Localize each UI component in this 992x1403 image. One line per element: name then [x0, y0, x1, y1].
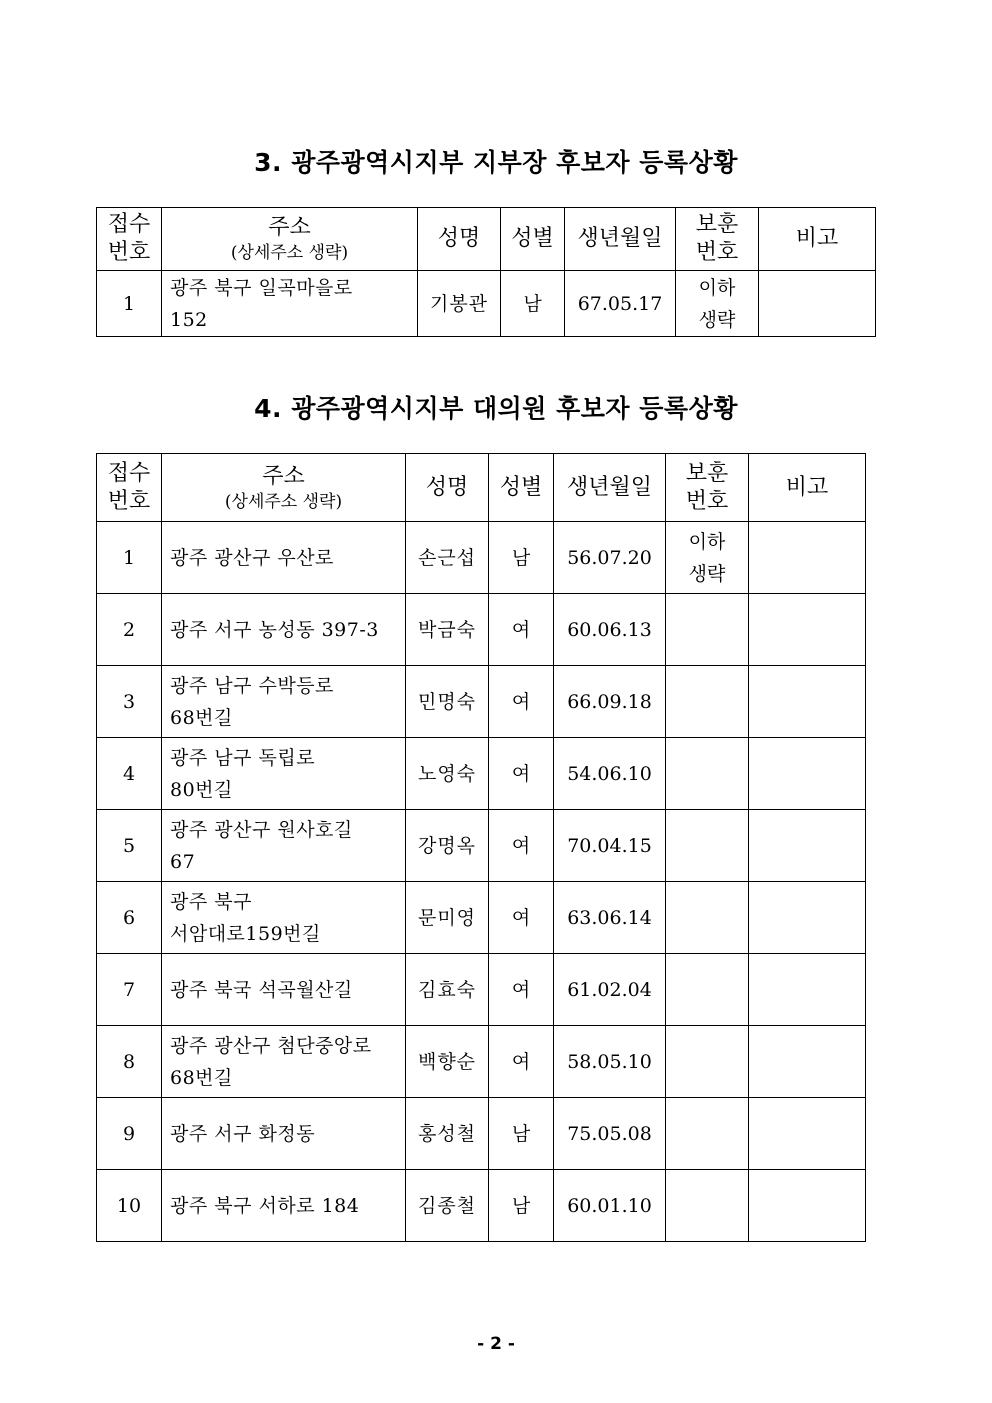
cell-gender-text: 여: [511, 762, 531, 785]
cell-receipt-no: [97, 738, 162, 810]
cell-name: [406, 1170, 489, 1242]
cell-receipt-no: [97, 1026, 162, 1098]
col-header-gender: 성별: [489, 454, 554, 522]
cell-medal-no-text: 이하: [698, 276, 736, 299]
col-header-remark: 비고: [759, 208, 876, 271]
header-row: [97, 454, 866, 522]
cell-name-text: 노영숙: [417, 762, 477, 785]
cell-gender: [489, 594, 554, 666]
cell-medal-no: [666, 522, 749, 594]
cell-name: [406, 882, 489, 954]
cell-receipt-no-text: 5: [122, 834, 136, 857]
cell-medal-no: [666, 738, 749, 810]
cell-name-text: 문미영: [417, 906, 477, 929]
cell-address: [162, 271, 418, 337]
cell-remark: [749, 1026, 866, 1098]
cell-receipt-no-text: 7: [122, 978, 136, 1001]
cell-address-text: 광주 광산구 원사호길: [170, 818, 353, 841]
cell-receipt-no-text: 2: [122, 618, 136, 641]
cell-name-text: 강명옥: [417, 834, 477, 857]
cell-medal-no: [666, 810, 749, 882]
cell-birth-date: [554, 1170, 666, 1242]
cell-receipt-no: [97, 594, 162, 666]
col-header-medal-no: 보훈 번호: [666, 454, 749, 522]
cell-address-text: 152: [170, 308, 208, 331]
cell-name: [418, 271, 501, 337]
cell-address-text: 광주 북국 석곡월산길: [170, 978, 353, 1001]
cell-birth-date-text: 61.02.04: [567, 978, 652, 1001]
cell-receipt-no: [97, 1098, 162, 1170]
cell-name: [406, 1098, 489, 1170]
cell-name-text: 김종철: [417, 1194, 477, 1217]
cell-address-text: 80번길: [170, 778, 233, 801]
cell-receipt-no-text: 6: [122, 906, 136, 929]
cell-receipt-no: [97, 954, 162, 1026]
cell-birth-date: [554, 738, 666, 810]
cell-birth-date-text: 60.06.13: [567, 618, 652, 641]
cell-remark: [749, 666, 866, 738]
cell-birth-date: [565, 271, 676, 337]
cell-address-text: 광주 남구 수박등로: [170, 674, 334, 697]
table-row: [97, 666, 866, 738]
cell-birth-date-text: 54.06.10: [567, 762, 652, 785]
cell-remark: [749, 954, 866, 1026]
cell-medal-no: [666, 1026, 749, 1098]
cell-remark: [749, 1170, 866, 1242]
cell-gender: [489, 1098, 554, 1170]
cell-gender: [489, 810, 554, 882]
cell-address: [162, 738, 406, 810]
cell-receipt-no-text: 9: [122, 1122, 136, 1145]
table-row: [97, 882, 866, 954]
cell-receipt-no: [97, 271, 162, 337]
col-header-address: 주소 (상세주소 생략): [162, 454, 406, 522]
header-row: [97, 208, 876, 271]
cell-birth-date: [554, 882, 666, 954]
cell-receipt-no-text: 3: [122, 690, 136, 713]
cell-address-text: 광주 광산구 첨단중앙로: [170, 1034, 372, 1057]
page-number: - 2 -: [477, 1334, 515, 1354]
cell-gender: [489, 882, 554, 954]
cell-address: [162, 810, 406, 882]
cell-remark: [749, 522, 866, 594]
cell-gender-text: 남: [523, 292, 542, 315]
col-header-gender: 성별: [501, 208, 565, 271]
cell-birth-date: [554, 1026, 666, 1098]
cell-address-text: 68번길: [170, 706, 233, 729]
cell-birth-date: [554, 954, 666, 1026]
cell-remark: [749, 1098, 866, 1170]
col-header-address: 주소 (상세주소 생략): [162, 208, 418, 271]
cell-address: [162, 1170, 406, 1242]
cell-gender-text: 여: [511, 690, 531, 713]
cell-address-text: 광주 광산구 우산로: [170, 546, 334, 569]
cell-gender: [489, 666, 554, 738]
cell-remark: [749, 738, 866, 810]
cell-gender: [489, 954, 554, 1026]
cell-medal-no: [666, 954, 749, 1026]
cell-remark: [749, 594, 866, 666]
cell-name: [406, 1026, 489, 1098]
cell-birth-date-text: 58.05.10: [567, 1050, 652, 1073]
col-header-birth: 생년월일: [565, 208, 676, 271]
section3-table: [96, 207, 876, 337]
table-row: [97, 594, 866, 666]
cell-address-text: 광주 북구 일곡마을로: [170, 276, 353, 299]
col-header-no: 접수 번호: [97, 208, 162, 271]
col-header-no: 접수 번호: [97, 454, 162, 522]
cell-address: [162, 522, 406, 594]
cell-receipt-no: [97, 882, 162, 954]
cell-address: [162, 1098, 406, 1170]
section4-title: 4. 광주광역시지부 대의원 후보자 등록상황: [254, 394, 738, 423]
cell-birth-date: [554, 666, 666, 738]
cell-birth-date: [554, 594, 666, 666]
cell-address: [162, 666, 406, 738]
cell-medal-no: [676, 271, 759, 337]
cell-name: [406, 810, 489, 882]
table-row: [97, 954, 866, 1026]
cell-medal-no-text: 이하: [688, 530, 726, 553]
cell-name-text: 백향순: [417, 1050, 477, 1073]
cell-birth-date-text: 70.04.15: [567, 834, 652, 857]
cell-medal-no-text: 생략: [688, 562, 726, 585]
cell-medal-no: [666, 594, 749, 666]
cell-gender: [501, 271, 565, 337]
cell-receipt-no-text: 1: [122, 546, 136, 569]
cell-gender: [489, 1026, 554, 1098]
cell-remark: [749, 810, 866, 882]
col-header-name: 성명: [406, 454, 489, 522]
cell-address: [162, 882, 406, 954]
cell-birth-date: [554, 1098, 666, 1170]
cell-receipt-no: [97, 1170, 162, 1242]
table-row: [97, 522, 866, 594]
cell-birth-date-text: 67.05.17: [577, 292, 663, 315]
table-row: [97, 1026, 866, 1098]
cell-address: [162, 594, 406, 666]
cell-birth-date-text: 66.09.18: [567, 690, 652, 713]
col-header-medal-no: 보훈 번호: [676, 208, 759, 271]
section3-title: 3. 광주광역시지부 지부장 후보자 등록상황: [254, 148, 738, 177]
cell-address-text: 68번길: [170, 1066, 233, 1089]
cell-gender-text: 여: [511, 1050, 531, 1073]
cell-name-text: 김효숙: [417, 978, 477, 1001]
cell-medal-no: [666, 666, 749, 738]
cell-name: [406, 666, 489, 738]
cell-gender-text: 여: [511, 834, 531, 857]
cell-receipt-no-text: 10: [116, 1194, 142, 1217]
cell-address: [162, 1026, 406, 1098]
cell-receipt-no: [97, 522, 162, 594]
cell-medal-no-text: 생략: [698, 308, 736, 331]
cell-name: [406, 594, 489, 666]
table-row: [97, 1098, 866, 1170]
cell-receipt-no: [97, 666, 162, 738]
cell-address-text: 광주 서구 화정동: [170, 1122, 316, 1145]
cell-birth-date-text: 75.05.08: [567, 1122, 652, 1145]
cell-name: [406, 738, 489, 810]
cell-name-text: 손근섭: [417, 546, 477, 569]
cell-name-text: 민명숙: [417, 690, 477, 713]
cell-gender-text: 여: [511, 978, 531, 1001]
table-row: [97, 271, 876, 337]
col-header-name: 성명: [418, 208, 501, 271]
cell-receipt-no: [97, 810, 162, 882]
col-header-birth: 생년월일: [554, 454, 666, 522]
table-row: [97, 1170, 866, 1242]
cell-gender-text: 남: [511, 1122, 531, 1145]
cell-address-text: 서암대로159번길: [170, 922, 321, 945]
cell-medal-no: [666, 1170, 749, 1242]
cell-gender-text: 여: [511, 906, 531, 929]
cell-address-text: 광주 서구 농성동 397-3: [170, 618, 379, 641]
cell-medal-no: [666, 882, 749, 954]
cell-birth-date-text: 56.07.20: [567, 546, 652, 569]
cell-birth-date-text: 63.06.14: [567, 906, 652, 929]
cell-medal-no: [666, 1098, 749, 1170]
cell-name: [406, 522, 489, 594]
cell-gender-text: 남: [511, 546, 531, 569]
cell-gender: [489, 1170, 554, 1242]
cell-remark: [749, 882, 866, 954]
cell-address: [162, 954, 406, 1026]
cell-gender-text: 여: [511, 618, 531, 641]
table-row: [97, 810, 866, 882]
cell-address-text: 광주 남구 독립로: [170, 746, 316, 769]
cell-remark: [759, 271, 876, 337]
col-header-remark: 비고: [749, 454, 866, 522]
cell-birth-date: [554, 810, 666, 882]
section4-table: [96, 453, 866, 1242]
cell-gender: [489, 738, 554, 810]
cell-name: [406, 954, 489, 1026]
cell-birth-date: [554, 522, 666, 594]
cell-address-text: 광주 북구 서하로 184: [170, 1194, 360, 1217]
cell-birth-date-text: 60.01.10: [567, 1194, 652, 1217]
cell-receipt-no-text: 4: [122, 762, 136, 785]
cell-gender: [489, 522, 554, 594]
cell-name-text: 홍성철: [417, 1122, 477, 1145]
cell-address-text: 광주 북구: [170, 890, 252, 913]
table-row: [97, 738, 866, 810]
cell-gender-text: 남: [511, 1194, 531, 1217]
cell-receipt-no-text: 8: [122, 1050, 136, 1073]
cell-address-text: 67: [170, 850, 196, 873]
cell-name-text: 박금숙: [417, 618, 477, 641]
cell-receipt-no-text: 1: [122, 292, 136, 315]
cell-name-text: 기봉관: [429, 292, 489, 315]
